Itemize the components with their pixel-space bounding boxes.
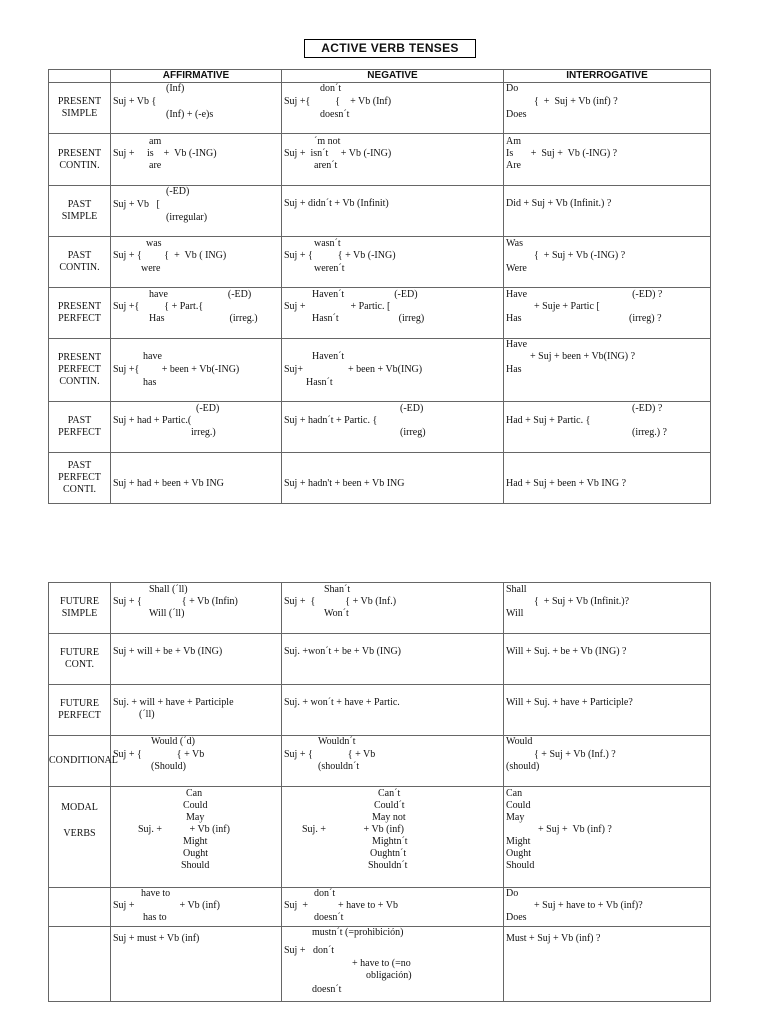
form-line: (-ED) — [400, 403, 424, 414]
form-line: has — [143, 377, 157, 388]
form-line: Suj. + + Vb (inf) — [138, 824, 230, 835]
form-line: Shan´t — [324, 584, 351, 595]
form-line: + Suj + have to + Vb (inf)? — [534, 900, 643, 911]
interrogative-cell — [504, 339, 711, 402]
form-line: { + Suj + Vb (-ING) ? — [534, 250, 626, 261]
form-line: Suj + must + Vb (inf) — [113, 933, 200, 944]
form-line: has to — [143, 912, 167, 923]
form-line: (irreg.) ? — [632, 427, 667, 438]
form-line: Suj. + won´t + have + Partic. — [284, 697, 400, 708]
form-line: (´ll) — [139, 709, 155, 720]
form-line: irreg.) — [191, 427, 216, 438]
affirmative-cell — [111, 186, 282, 237]
affirmative-cell — [111, 402, 282, 453]
form-line: May — [506, 812, 525, 823]
negative-cell — [282, 888, 504, 927]
form-line: (-ED) — [196, 403, 220, 414]
tense-label: FUTURE PERFECT — [49, 685, 111, 736]
form-line: Has (irreg) ? — [506, 313, 662, 324]
affirmative-cell — [111, 634, 282, 685]
form-line: Suj + hadn't + been + Vb ING — [284, 478, 405, 489]
tense-label — [49, 888, 111, 927]
form-line: doesn´t — [314, 912, 344, 923]
tense-label: PAST SIMPLE — [49, 186, 111, 237]
interrogative-cell — [504, 583, 711, 634]
form-line: Suj + is + Vb (-ING) — [113, 148, 217, 159]
table-row — [49, 736, 711, 787]
form-line: Shall — [506, 584, 527, 595]
form-line: Should — [506, 860, 535, 871]
form-line: Does — [506, 109, 527, 120]
form-line: Hasn´t — [306, 377, 333, 388]
form-line: Have (-ED) ? — [506, 289, 663, 300]
form-line: Suj + had + been + Vb ING — [113, 478, 224, 489]
form-line: Will (´ll) — [149, 608, 185, 619]
table-row — [49, 402, 711, 453]
negative-cell — [282, 83, 504, 134]
form-line: don´t — [314, 888, 336, 899]
form-line: (irregular) — [166, 212, 208, 223]
form-line: { + Suj + Vb (Inf.) ? — [534, 749, 616, 760]
form-line: Do — [506, 888, 519, 899]
table-row — [49, 685, 711, 736]
form-line: May not — [372, 812, 406, 823]
form-line: Are — [506, 160, 521, 171]
form-line: (Inf) — [166, 83, 185, 94]
form-line: Had + Suj + Partic. { — [506, 415, 591, 426]
interrogative-cell — [504, 288, 711, 339]
interrogative-cell — [504, 453, 711, 504]
affirmative-cell — [111, 787, 282, 888]
page-title: ACTIVE VERB TENSES — [304, 39, 476, 58]
form-line: Can — [186, 788, 203, 799]
form-line: Suj + + Vb (inf) — [113, 900, 220, 911]
negative-cell — [282, 787, 504, 888]
form-line: Have — [506, 339, 528, 350]
form-line: (-ED) — [166, 186, 190, 197]
form-line: Wouldn´t — [318, 736, 356, 747]
verb-tenses-table-1 — [48, 69, 711, 504]
negative-cell — [282, 927, 504, 1002]
form-line: (-ED) ? — [632, 403, 663, 414]
header-empty — [49, 70, 111, 83]
form-line: Should — [181, 860, 210, 871]
form-line: Oughtn´t — [370, 848, 407, 859]
tense-label: PRESENT SIMPLE — [49, 83, 111, 134]
form-line: Were — [506, 263, 527, 274]
form-line: Suj + + have to + Vb — [284, 900, 398, 911]
tense-label — [49, 787, 111, 888]
form-line: Is + Suj + Vb (-ING) ? — [506, 148, 618, 159]
form-line: Ought — [506, 848, 531, 859]
form-line: (should) — [506, 761, 540, 772]
affirmative-cell — [111, 927, 282, 1002]
table-row — [49, 787, 711, 888]
header-row — [49, 70, 711, 83]
form-line: Could´t — [374, 800, 405, 811]
negative-cell — [282, 402, 504, 453]
form-line: mustn´t (=prohibición) — [312, 927, 404, 938]
form-line: Would — [506, 736, 533, 747]
header-negative: NEGATIVE — [282, 70, 504, 83]
form-line: don´t — [320, 83, 342, 94]
form-line: Suj. + + Vb (inf) — [302, 824, 404, 835]
interrogative-cell — [504, 888, 711, 927]
verb-tenses-table-2 — [48, 582, 711, 1002]
form-line: Has — [506, 364, 522, 375]
form-line: { + Suj + Vb (inf) ? — [534, 96, 618, 107]
form-line: Could — [506, 800, 531, 811]
form-line: Suj +{ + been + Vb(-ING) — [113, 364, 240, 375]
form-line: Suj + Vb [ — [113, 199, 160, 210]
form-line: Will + Suj. + have + Participle? — [506, 697, 633, 708]
form-line: + Suje + Partic [ — [534, 301, 600, 312]
form-line: Has (irreg.) — [149, 313, 258, 324]
form-line: ´m not — [314, 136, 341, 147]
form-line: Might — [183, 836, 208, 847]
tense-label — [49, 927, 111, 1002]
form-line: have to — [141, 888, 171, 899]
interrogative-cell — [504, 927, 711, 1002]
table-row — [49, 237, 711, 288]
form-line: Suj + don´t — [284, 945, 335, 956]
form-line: Suj + { { + Vb — [284, 749, 376, 760]
table-row — [49, 134, 711, 186]
form-line: Suj. + will + have + Participle — [113, 697, 234, 708]
tense-label: PRESENT PERFECT — [49, 288, 111, 339]
form-line: (Inf) + (-e)s — [166, 109, 214, 120]
negative-cell — [282, 583, 504, 634]
form-line: Could — [183, 800, 208, 811]
table-row — [49, 888, 711, 927]
form-line: Am — [506, 136, 521, 147]
negative-cell — [282, 453, 504, 504]
tense-label: PAST PERFECT CONTI. — [49, 453, 111, 504]
affirmative-cell — [111, 134, 282, 186]
form-line: (shouldn´t — [318, 761, 360, 772]
interrogative-cell — [504, 134, 711, 186]
form-line: (irreg) — [400, 427, 426, 438]
affirmative-cell — [111, 453, 282, 504]
form-line: + Suj + Vb (inf) ? — [538, 824, 612, 835]
form-line: Suj + { { + Vb — [113, 749, 205, 760]
form-line: Suj + Vb { — [113, 96, 157, 107]
form-line: Haven´t (-ED) — [312, 289, 418, 300]
tense-label: PRESENT CONTIN. — [49, 134, 111, 186]
form-line: Shall (´ll) — [149, 584, 188, 595]
form-line: weren´t — [314, 263, 345, 274]
interrogative-cell — [504, 787, 711, 888]
negative-cell — [282, 634, 504, 685]
form-line: doesn´t — [320, 109, 350, 120]
affirmative-cell — [111, 339, 282, 402]
negative-cell — [282, 339, 504, 402]
header-interrogative: INTERROGATIVE — [504, 70, 711, 83]
interrogative-cell — [504, 736, 711, 787]
form-line: + have to (=no — [352, 958, 411, 969]
form-line: Will + Suj. + be + Vb (ING) ? — [506, 646, 627, 657]
table-row — [49, 927, 711, 1002]
form-line: Suj + will + be + Vb (ING) — [113, 646, 223, 657]
table-row — [49, 634, 711, 685]
form-line: have (-ED) — [149, 289, 252, 300]
form-line: Suj +{ { + Part.{ — [113, 301, 204, 312]
form-line: Does — [506, 912, 527, 923]
affirmative-cell — [111, 83, 282, 134]
form-line: (Should) — [151, 761, 186, 772]
form-line: Mightn´t — [372, 836, 408, 847]
form-line: doesn´t — [312, 984, 342, 995]
form-line: Suj + { { + Vb (-ING) — [284, 250, 396, 261]
negative-cell — [282, 237, 504, 288]
affirmative-cell — [111, 888, 282, 927]
tense-label: CONDITIONAL — [49, 736, 111, 787]
form-line: wasn´t — [314, 238, 341, 249]
form-line: Hasn´t (irreg) — [312, 313, 425, 324]
form-line: was — [146, 238, 162, 249]
interrogative-cell — [504, 402, 711, 453]
table-row — [49, 453, 711, 504]
form-line: Ought — [183, 848, 208, 859]
interrogative-cell — [504, 634, 711, 685]
form-line: are — [149, 160, 162, 171]
form-line: Do — [506, 83, 519, 94]
form-line: Suj + { { + Vb (Infin) — [113, 596, 238, 607]
form-line: am — [149, 136, 162, 147]
table-row — [49, 288, 711, 339]
negative-cell — [282, 288, 504, 339]
form-line: Will — [506, 608, 524, 619]
form-line: Shouldn´t — [368, 860, 408, 871]
form-line: Might — [506, 836, 531, 847]
form-line: have — [143, 351, 162, 362]
form-line: aren´t — [314, 160, 338, 171]
tense-label: FUTURE SIMPLE — [49, 583, 111, 634]
form-line: Was — [506, 238, 523, 249]
interrogative-cell — [504, 237, 711, 288]
tense-label: PRESENT PERFECT CONTIN. — [49, 339, 111, 402]
form-line: Suj + + Partic. [ — [284, 301, 391, 312]
form-line: Did + Suj + Vb (Infinit.) ? — [506, 198, 612, 209]
table-row — [49, 583, 711, 634]
form-line: Suj + { { + Vb (Inf.) — [284, 596, 397, 607]
tense-label: PAST PERFECT — [49, 402, 111, 453]
form-line: Suj + hadn´t + Partic. { — [284, 415, 378, 426]
form-line: Won´t — [324, 608, 349, 619]
affirmative-cell — [111, 288, 282, 339]
tense-label: PAST CONTIN. — [49, 237, 111, 288]
table-row — [49, 83, 711, 134]
form-line: Suj. +won´t + be + Vb (ING) — [284, 646, 402, 657]
table-row — [49, 339, 711, 402]
affirmative-cell — [111, 736, 282, 787]
interrogative-cell — [504, 83, 711, 134]
negative-cell — [282, 685, 504, 736]
form-line: Can — [506, 788, 523, 799]
form-line: Suj+ + been + Vb(ING) — [284, 364, 423, 375]
form-line: Must + Suj + Vb (inf) ? — [506, 933, 601, 944]
form-line: Suj +{ { + Vb (Inf) — [284, 96, 392, 107]
form-line: Had + Suj + been + Vb ING ? — [506, 478, 627, 489]
table-row — [49, 186, 711, 237]
form-line: Suj + had + Partic.( — [113, 415, 192, 426]
modal-verbs-label: MODAL VERBS — [61, 802, 98, 839]
interrogative-cell — [504, 685, 711, 736]
form-line: + Suj + been + Vb(ING) ? — [530, 351, 636, 362]
affirmative-cell — [111, 685, 282, 736]
form-line: Haven´t — [312, 351, 345, 362]
form-line: Suj + didn´t + Vb (Infinit) — [284, 198, 389, 209]
form-line: obligación) — [366, 970, 412, 981]
negative-cell — [282, 736, 504, 787]
interrogative-cell — [504, 186, 711, 237]
form-line: Would (´d) — [151, 736, 195, 747]
affirmative-cell — [111, 237, 282, 288]
form-line: Suj + { { + Vb ( ING) — [113, 250, 227, 261]
negative-cell — [282, 186, 504, 237]
form-line: Suj + isn´t + Vb (-ING) — [284, 148, 392, 159]
affirmative-cell — [111, 583, 282, 634]
form-line: were — [141, 263, 161, 274]
negative-cell — [282, 134, 504, 186]
form-line: Can´t — [378, 788, 401, 799]
form-line: { + Suj + Vb (Infinit.)? — [534, 596, 630, 607]
tense-label: FUTURE CONT. — [49, 634, 111, 685]
header-affirmative: AFFIRMATIVE — [111, 70, 282, 83]
form-line: May — [186, 812, 205, 823]
